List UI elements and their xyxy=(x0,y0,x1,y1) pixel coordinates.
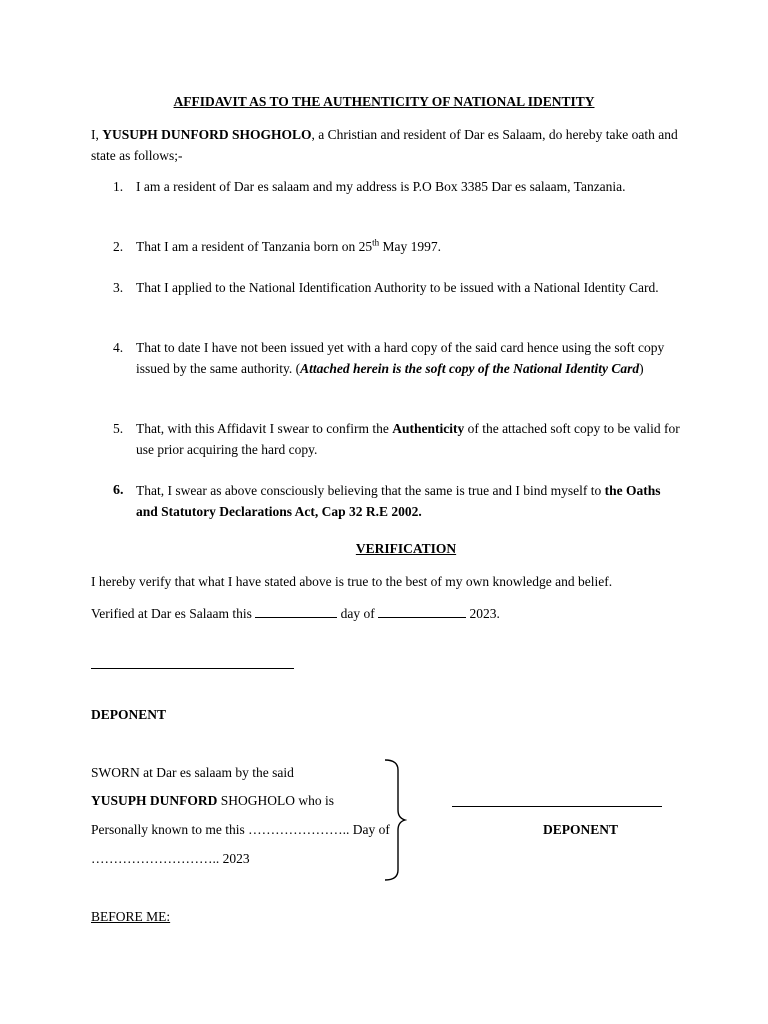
document-title: AFFIDAVIT AS TO THE AUTHENTICITY OF NATIONAL IDENTITY xyxy=(173,94,595,109)
verified-prefix: Verified at Dar es Salaam this xyxy=(91,606,256,621)
clause-number: 6. xyxy=(113,483,124,498)
clause-text-part: ) xyxy=(639,361,644,376)
clause-number: 4. xyxy=(113,340,124,355)
month-blank xyxy=(378,605,466,618)
jurat-signature-line xyxy=(452,806,662,807)
clause-text-part: That, I swear as above consciously believing that the same is true and I bind myself to xyxy=(136,483,605,498)
ordinal-suffix: th xyxy=(372,237,380,248)
clause-emphasis: Attached herein is the soft copy of the National Identity Card xyxy=(300,361,640,376)
clause-number: 2. xyxy=(113,239,124,254)
clause-text-part: That to date I have not been issued yet with a hard copy of the said card hence using the soft copy issued by the same authority. ( xyxy=(136,340,665,376)
jurat-name: YUSUPH DUNFORD xyxy=(91,793,218,808)
clause-5 xyxy=(113,418,683,460)
before-me-label: BEFORE ME: xyxy=(91,909,171,924)
clause-2 xyxy=(113,236,683,257)
clause-3 xyxy=(113,277,683,298)
verified-mid: day of xyxy=(337,606,379,621)
jurat-line-4: ……………………….. 2023 xyxy=(91,851,250,866)
clause-1 xyxy=(113,176,683,197)
intro-prefix: I, xyxy=(91,127,103,142)
clause-text-part: of the attached soft copy to be valid for use prior acquiring the hard copy. xyxy=(136,421,680,457)
right-brace xyxy=(383,758,407,882)
verification-heading: VERIFICATION xyxy=(355,541,457,556)
jurat-line-1: SWORN at Dar es salaam by the said xyxy=(91,765,294,780)
clause-text: That I applied to the National Identification Authority to be issued with a National Identity Card. xyxy=(136,280,659,295)
intro-rest: , a Christian and resident of Dar es Salaam, do hereby take oath and state as follows;- xyxy=(91,127,678,163)
deponent-name: YUSUPH DUNFORD SHOGHOLO xyxy=(102,127,312,142)
clause-text xyxy=(136,337,683,379)
clause-number: 5. xyxy=(113,421,124,436)
verification-statement: I hereby verify that what I have stated above is true to the best of my own knowledge and belief. xyxy=(91,574,613,589)
clause-text-part: That, with this Affidavit I swear to confirm the xyxy=(136,421,393,436)
jurat-deponent-label: DEPONENT xyxy=(543,822,619,837)
jurat-line-2 xyxy=(91,790,334,811)
clause-number: 3. xyxy=(113,280,124,295)
clause-text-part: That I am a resident of Tanzania born on 25 xyxy=(136,239,373,254)
clause-text xyxy=(136,480,683,522)
jurat-name-rest: SHOGHOLO who is xyxy=(217,793,335,808)
clause-6 xyxy=(113,480,683,522)
day-blank xyxy=(255,605,337,618)
verified-at-line xyxy=(91,603,500,624)
verified-suffix: 2023. xyxy=(466,606,500,621)
clause-4 xyxy=(113,337,683,379)
clause-text xyxy=(136,418,683,460)
clause-bold-term: Authenticity xyxy=(392,421,465,436)
clause-number: 1. xyxy=(113,179,124,194)
intro-paragraph xyxy=(91,124,681,166)
clause-text xyxy=(136,236,683,257)
clause-text: I am a resident of Dar es salaam and my address is P.O Box 3385 Dar es salaam, Tanzania. xyxy=(136,179,626,194)
jurat-line-3: Personally known to me this ………………….. Day of xyxy=(91,822,390,837)
deponent-signature-line xyxy=(91,668,294,669)
deponent-label: DEPONENT xyxy=(91,707,167,722)
statute-citation: the Oaths and Statutory Declarations Act, Cap 32 R.E 2002. xyxy=(136,483,661,519)
clause-text-part: May 1997. xyxy=(379,239,441,254)
